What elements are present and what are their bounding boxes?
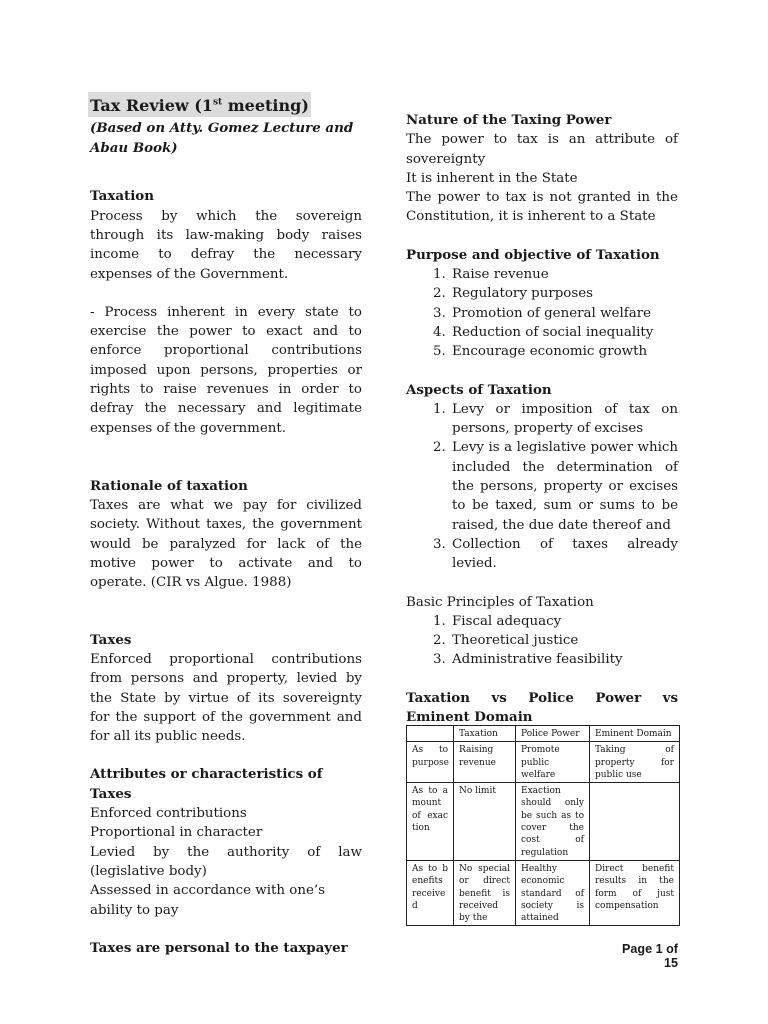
section-heading: Taxation: [90, 188, 154, 205]
table-cell: As to benefits received: [407, 860, 454, 925]
list-item: Levied by the authority of law (legislative body): [90, 844, 362, 879]
nature-section: [406, 111, 678, 227]
list-item: Enforced contributions: [90, 806, 247, 822]
list-item: 3. Promotion of general welfare: [450, 304, 678, 323]
taxes-text: Enforced proportional contributions from persons and property, levied by the State by virtue of its sovereignty for the support of the government and for all its public needs.: [90, 651, 362, 745]
list-item: 3. Collection of taxes already levied.: [450, 535, 678, 574]
table-header-row: [407, 726, 680, 742]
list-item: 2. Levy is a legislative power which included the determination of the persons, property or excises to be taxed, sum or sums to be raised, the due date thereof and: [450, 438, 678, 534]
section-heading: Nature of the Taxing Power: [406, 112, 612, 128]
right-column: [406, 111, 678, 727]
table-cell: Promote public welfare: [516, 742, 590, 783]
section-heading: Rationale of taxation: [90, 477, 248, 494]
comparison-heading: Taxation vs Police Power vs Eminent Domain: [406, 689, 678, 726]
list-item: 3. Administrative feasibility: [450, 650, 678, 669]
list-item: 4. Reduction of social inequality: [450, 323, 678, 342]
table-cell: Taking of property for public use: [590, 742, 680, 783]
section-heading: Attributes or characteristics of Taxes: [90, 766, 323, 802]
section-heading: Taxes are personal to the taxpayer: [90, 939, 348, 956]
table-header-cell: [407, 726, 454, 742]
section-heading: Purpose and objective of Taxation: [406, 246, 660, 263]
table-cell: Exaction should only be such as to cover the cost of regulation: [516, 783, 590, 861]
list-item: 2. Regulatory purposes: [450, 284, 678, 303]
taxes-section: [90, 631, 362, 747]
table-cell: Raising revenue: [454, 742, 516, 783]
table-row: [407, 783, 680, 861]
section-heading: Taxes: [90, 631, 132, 648]
table-cell: Direct benefit results in the form of just compensation: [590, 860, 680, 925]
principles-list: [406, 612, 678, 670]
table-cell: [590, 783, 680, 861]
table-cell: No limit: [454, 783, 516, 861]
aspects-list: [406, 400, 678, 574]
page-number: Page 1 of 15: [622, 942, 678, 970]
list-item: 5. Encourage economic growth: [450, 342, 678, 361]
comparison-section: [406, 689, 678, 728]
purpose-list: [406, 265, 678, 361]
list-item: 1. Levy or imposition of tax on persons, property of excises: [450, 400, 678, 439]
taxation-definition-2: - Process inherent in every state to exercise the power to exact and to enforce proportional contributions imposed upon persons, properties or rights to raise revenues in order to defray the necessary and legitimate expenses of the government.: [90, 304, 362, 436]
document-subtitle: (Based on Atty. Gomez Lecture and Abau Book): [90, 120, 354, 157]
attributes-section: [90, 765, 362, 919]
table-cell: As to amount of exaction: [407, 783, 454, 861]
table-row: [407, 742, 680, 783]
table-cell: No special or direct benefit is received by the: [454, 860, 516, 925]
nature-line: The power to tax is not granted in the Constitution, it is inherent to a State: [406, 190, 678, 225]
list-item: 1. Raise revenue: [450, 265, 678, 284]
section-heading: Aspects of Taxation: [406, 381, 552, 398]
principles-section: [406, 593, 678, 670]
list-item: 1. Fiscal adequacy: [450, 612, 678, 631]
taxation-section: [90, 187, 362, 438]
document-title: Tax Review (1st meeting): [90, 96, 309, 116]
list-item: Proportional in character: [90, 825, 263, 841]
table-cell: As to purpose: [407, 742, 454, 783]
nature-line: The power to tax is an attribute of sovereignty: [406, 132, 678, 167]
table-header-cell: Eminent Domain: [590, 726, 680, 742]
title-highlight: [88, 92, 311, 117]
table-header-cell: Police Power: [516, 726, 590, 742]
table-header-cell: Taxation: [454, 726, 516, 742]
rationale-section: [90, 477, 362, 593]
comparison-table: [406, 725, 680, 926]
aspects-section: [406, 381, 678, 574]
list-item: Assessed in accordance with one’s ability to pay: [90, 883, 326, 918]
table-row: [407, 860, 680, 925]
list-item: 2. Theoretical justice: [450, 631, 678, 650]
personal-section: [90, 939, 362, 958]
left-column: [90, 92, 362, 958]
rationale-text: Taxes are what we pay for civilized society. Without taxes, the government would be paralyzed for lack of the motive power to activate and to operate. (CIR vs Algue. 1988): [90, 498, 362, 591]
purpose-section: [406, 246, 678, 362]
nature-line: It is inherent in the State: [406, 170, 578, 186]
table-cell: Healthy economic standard of society is attained: [516, 860, 590, 925]
section-heading: Basic Principles of Taxation: [406, 594, 594, 610]
taxation-definition-1: Process by which the sovereign through its law-making body raises income to defray the necessary expenses of the Government.: [90, 208, 362, 282]
